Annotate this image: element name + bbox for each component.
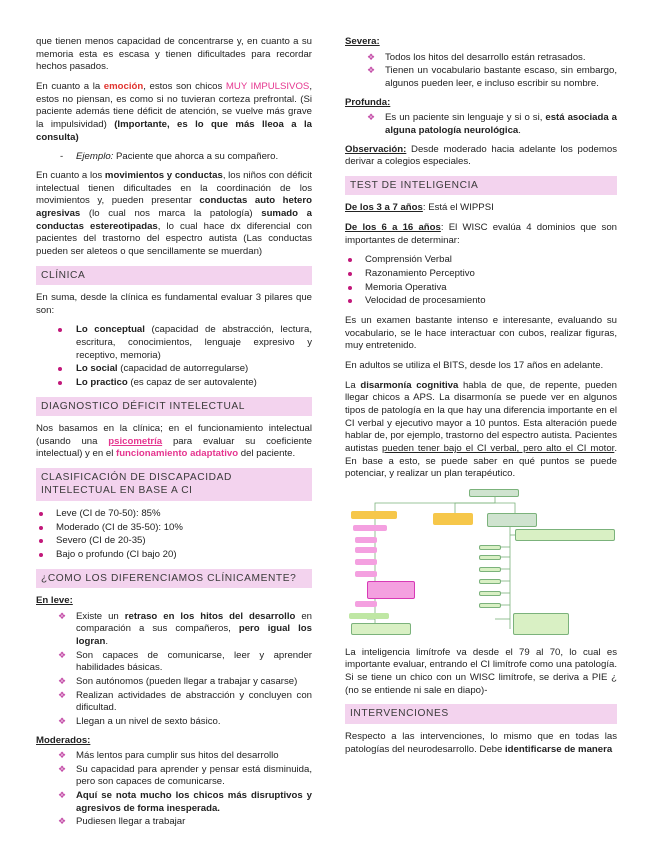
list-item xyxy=(36,377,312,390)
text: En cuanto a la xyxy=(36,80,104,92)
mind-map-node xyxy=(355,571,377,577)
observacion-label: Observación: xyxy=(345,143,407,155)
text: , los niños con déficit intelectual tienen dificultades en la coordinación de los movimientos y, pueden presentar xyxy=(36,169,312,207)
diagnostico-paragraph xyxy=(36,423,312,461)
bold-text: Lo social xyxy=(76,363,118,375)
examen-paragraph: Es un examen bastante intenso e interesante, evaluando su vocabulario, se le hace interactuar con cubos, realizar figuras, muy entretenido. xyxy=(345,314,617,352)
list-item: ❖ Todos los hitos del desarrollo están retrasados. xyxy=(345,52,617,65)
list-item xyxy=(345,112,617,137)
text: Respecto a las intervenciones, lo mismo que en todas las patologías del neurodesarrollo. Debe xyxy=(345,730,617,755)
bold-text: conductas auto hetero agresivas xyxy=(36,195,312,219)
text: , estos no piensan, es como si no tuvieran corteza prefrontal. (Si paciente además tiene déficit de atención, se vuelve más grave la impulsividad) xyxy=(36,80,312,130)
mind-map-node xyxy=(479,567,501,572)
section-header-intervenciones: INTERVENCIONES xyxy=(345,704,617,723)
mind-map-node xyxy=(479,545,501,550)
list-item: ❖ Más lentos para cumplir sus hitos del desarrollo xyxy=(36,750,312,763)
list-item: ❖ Llegan a un nivel de sexto básico. xyxy=(36,716,312,729)
example-text: Paciente que ahorca a su compañero. xyxy=(113,151,279,163)
list-item: ❖ Realizan actividades de abstracción y concluyen con dificultad. xyxy=(36,690,312,715)
observacion-paragraph xyxy=(345,144,617,169)
moderados-label: Moderados: xyxy=(36,734,91,746)
text: Nos basamos en la clínica; en el funcionamiento intelectual (usando una xyxy=(36,423,312,447)
text: Existe un xyxy=(76,610,125,622)
text: en comparación a sus compañeros, xyxy=(76,610,313,635)
mind-map-node xyxy=(513,613,569,635)
mind-map-image xyxy=(345,489,617,639)
important-note: (Importante, es lo que más lleoa a la consulta) xyxy=(36,118,312,143)
disarmonia-paragraph xyxy=(345,380,617,481)
list-item: Memoria Operativa xyxy=(345,282,617,295)
severa-list xyxy=(345,52,617,91)
clasificacion-list xyxy=(36,508,312,562)
list-item: Leve (CI de 70-50): 85% xyxy=(36,508,312,521)
impulsivos-highlight: MUY IMPULSIVOS xyxy=(225,80,310,92)
list-item: Comprensión Verbal xyxy=(345,254,617,267)
mind-map-node xyxy=(353,525,387,531)
text: (lo cual nos marca la patología) xyxy=(80,207,262,219)
list-item: ❖ Tienen un vocabulario bastante escaso, sin embargo, algunos pueden leer, e incluso escribir su nombre. xyxy=(345,65,617,90)
leve-label: En leve: xyxy=(36,594,73,606)
adaptativo-highlight: funcionamiento adaptativo xyxy=(116,448,239,460)
text: habla de que, de repente, pueden llegar chicos a APS. La disarmonía se puede ver en algunos tipos de patología en la que hay una diferencia importante en el CI verbal y ejecutivo mayor a 10 puntos. Esta alteración puede hablar de, por ejemplo, trastorno del espectro autista. Pacientes autistas xyxy=(345,379,617,454)
bold-text: retraso en los hitos del desarrollo xyxy=(124,610,296,622)
mind-map-node xyxy=(355,537,377,543)
mind-map-node xyxy=(351,623,411,635)
mind-map-node xyxy=(515,529,615,541)
bold-text: De los 3 a 7 años xyxy=(345,202,423,214)
limitrofe-paragraph: La inteligencia limítrofe va desde el 79 al 70, lo cual es importante evaluar, entrando el CI limítrofe como una patología. Si se tiene un chico con un WISC limítrofe, se deriva a PIE ¿ (no se entiende ni sale en diapo)- xyxy=(345,646,617,696)
list-item: Moderado (CI de 35-50): 10% xyxy=(36,522,312,535)
mind-map-node xyxy=(355,559,377,565)
example-label: Ejemplo: xyxy=(76,151,114,163)
wisc-line xyxy=(345,222,617,247)
bold-text: sumado a conductas estereotipadas xyxy=(36,207,312,232)
bold-text: disarmonía cognitiva xyxy=(360,379,459,391)
text: Desde moderado hacia adelante los podemos derivar a colegios especiales. xyxy=(345,143,617,168)
example-line xyxy=(36,151,312,164)
list-item xyxy=(36,363,312,376)
text: . xyxy=(105,635,108,647)
text: , lo cual hace dx diferencial con pacientes del trastorno del espectro autista (Las conductas pueden ser aleteos o que sencillamente se muerdan) xyxy=(36,220,312,257)
text: (capacidad de abstracción, lectura, escritura, conocimientos, lenguaje expresivo y receptivo, memoria) xyxy=(76,324,313,361)
section-header-clasificacion: CLASIFICACIÓN DE DISCAPACIDAD INTELECTUAL EN BASE A CI xyxy=(36,468,312,501)
profunda-label: Profunda: xyxy=(345,96,391,108)
section-header-diagnostico: DIAGNOSTICO DÉFICIT INTELECTUAL xyxy=(36,397,312,416)
bold-text: identificarse de manera xyxy=(505,743,613,755)
mind-map-node xyxy=(351,511,397,519)
paragraph-emocion xyxy=(36,81,312,144)
bold-text: movimientos y conductas xyxy=(104,169,223,181)
left-column xyxy=(36,36,312,835)
bold-text: Aquí se nota mucho los chicos más disruptivos y agresivos de forma inesperada. xyxy=(76,790,312,814)
leve-list xyxy=(36,611,312,729)
list-item: Bajo o profundo (CI bajo 20) xyxy=(36,549,312,562)
severa-label: Severa: xyxy=(345,36,380,47)
list-item xyxy=(36,790,312,815)
text: : El WISC evalúa 4 dominios que son importantes de determinar: xyxy=(345,222,617,246)
clinica-list xyxy=(36,324,312,389)
list-item xyxy=(36,611,312,649)
list-item: ❖ Pudiesen llegar a trabajar xyxy=(36,816,312,829)
intervenciones-paragraph xyxy=(345,731,617,756)
underlined-text: pueden tener bajo el CI verbal, pero alto el CI motor xyxy=(381,442,615,454)
text: del paciente. xyxy=(238,448,296,460)
section-header-clinica: CLÍNICA xyxy=(36,266,312,285)
section-header-diferencias: ¿COMO LOS DIFERENCIAMOS CLÍNICAMENTE? xyxy=(36,569,312,588)
text: (es capaz de ser autovalente) xyxy=(127,376,257,388)
list-item: Velocidad de procesamiento xyxy=(345,295,617,308)
bold-text: pero igual los logran xyxy=(76,623,312,647)
moderados-list xyxy=(36,750,312,829)
paragraph-memoria: que tienen menos capacidad de concentrarse y, en cuanto a su memoria esta es escasa y tienen dificultades para recordar hechos pasados. xyxy=(36,36,312,73)
right-column xyxy=(345,36,617,763)
bold-text: está asociada a alguna patología neurológica xyxy=(385,112,618,136)
mind-map-node xyxy=(487,513,537,527)
text: para evaluar su coeficiente intelectual) y en el xyxy=(36,435,312,460)
list-item: Severo (CI de 20-35) xyxy=(36,535,312,548)
text: , estos son chicos xyxy=(143,80,226,92)
mind-map-root xyxy=(469,489,519,497)
mind-map-node xyxy=(355,547,377,553)
text: . En base a esto, se puede saber en qué puntos se puede potenciar, y realizar un plan terapéutico. xyxy=(345,442,617,480)
bold-text: Lo conceptual xyxy=(76,324,145,336)
mind-map-node xyxy=(349,613,389,619)
psicometria-highlight: psicometría xyxy=(108,435,163,447)
clinica-intro: En suma, desde la clínica es fundamental evaluar 3 pilares que son: xyxy=(36,291,312,316)
bits-paragraph: En adultos se utiliza el BITS, desde los 17 años en adelante. xyxy=(345,359,604,371)
text: (capacidad de autorregularse) xyxy=(117,363,249,375)
list-item: ❖ Su capacidad para aprender y pensar está disminuida, pero son capaces de comunicarse. xyxy=(36,764,312,789)
wisc-domains-list xyxy=(345,254,617,308)
text: : Está el WIPPSI xyxy=(422,202,494,214)
list-item: ❖ Son capaces de comunicarse, leer y aprender habilidades básicas. xyxy=(36,650,312,675)
wippsi-line xyxy=(345,202,617,215)
bold-text: De los 6 a 16 años xyxy=(345,222,441,234)
text: Es un paciente sin lenguaje y si o si, xyxy=(385,112,546,124)
list-item: ❖ Son autónomos (pueden llegar a trabajar y casarse) xyxy=(36,676,312,689)
text: En cuanto a los xyxy=(36,169,105,181)
text: La xyxy=(345,379,361,391)
mind-map-node xyxy=(355,601,377,607)
mind-map-node xyxy=(479,591,501,596)
mind-map-node xyxy=(433,513,473,525)
emocion-highlight: emoción xyxy=(103,80,144,92)
list-item xyxy=(36,324,312,362)
paragraph-movimientos xyxy=(36,170,312,259)
section-header-test: TEST DE INTELIGENCIA xyxy=(345,176,617,195)
profunda-list xyxy=(345,112,617,137)
bold-text: Lo practico xyxy=(76,376,128,388)
text: . xyxy=(518,124,521,136)
mind-map-node xyxy=(479,603,501,608)
mind-map-node xyxy=(479,579,501,584)
list-item: Razonamiento Perceptivo xyxy=(345,268,617,281)
mind-map-node xyxy=(367,581,415,599)
mind-map-node xyxy=(479,555,501,560)
